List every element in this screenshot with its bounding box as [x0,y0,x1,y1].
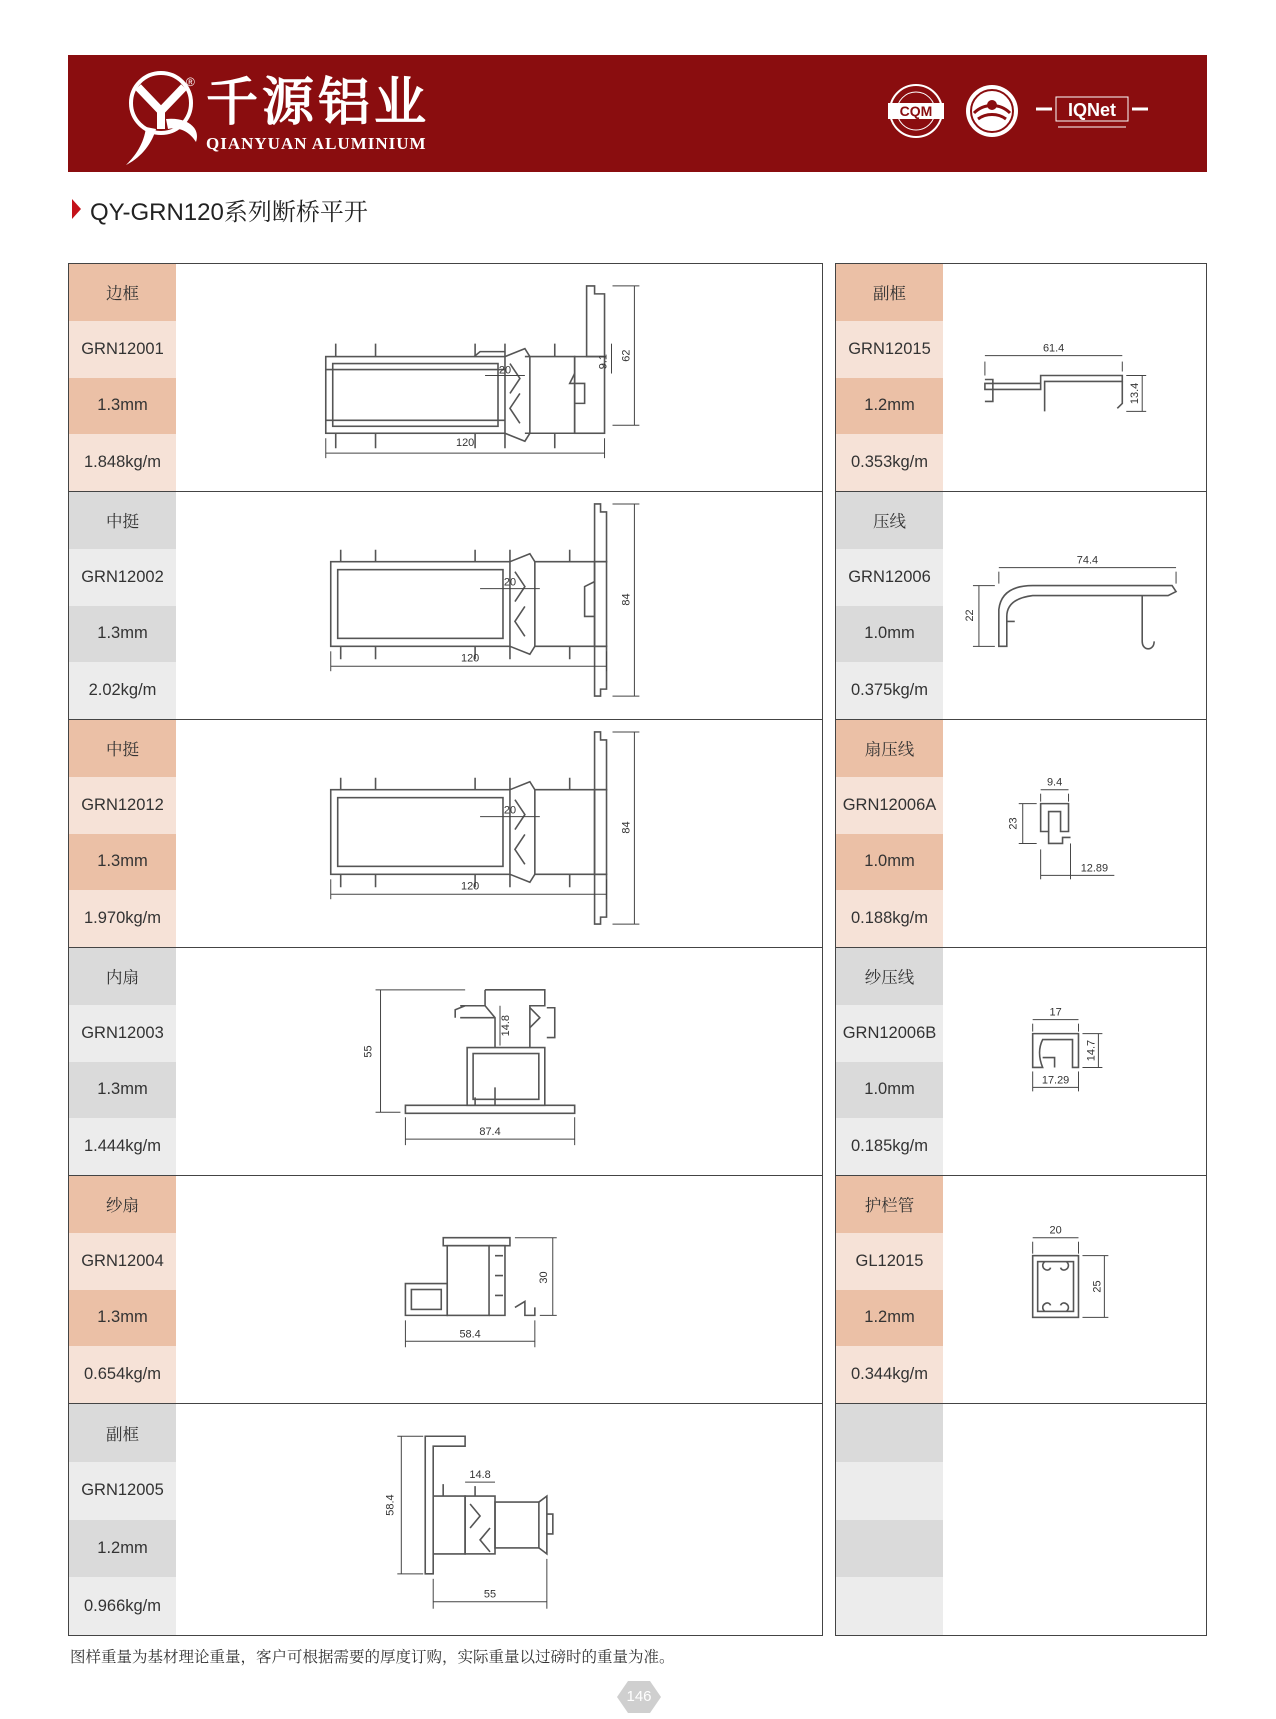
profile-name: 副框 [69,1404,176,1462]
brand-name-en: QIANYUAN ALUMINIUM [206,134,427,153]
profile-drawing [943,1176,1206,1403]
brand-name-cn: 千源铝业 [206,73,431,133]
profile-code: GRN12006B [836,1005,943,1062]
profile-code: GRN12015 [836,321,943,378]
profile-row [69,720,822,948]
profile-drawing [943,492,1206,719]
qianyuan-logo-icon [116,67,211,167]
profile-name: 纱压线 [836,948,943,1005]
row-labels [836,948,943,1175]
profile-name: 内扇 [69,948,176,1005]
profile-weight: 0.185kg/m [836,1118,943,1175]
profile-code: GRN12005 [69,1462,176,1520]
profile-row [69,264,822,492]
profile-name: 副框 [836,264,943,321]
profile-thickness: 1.0mm [836,834,943,891]
profile-drawing-svg [176,1404,822,1635]
profile-weight: 1.970kg/m [69,890,176,947]
row-labels [836,1176,943,1403]
profile-thickness: 1.2mm [836,1290,943,1347]
dim-lip: 12.89 [1080,862,1109,875]
dim-bridge: 20 [503,804,517,817]
iqnet-label: IQNet [1067,100,1117,120]
dim-height: 84 [620,593,633,606]
profile-weight: 0.375kg/m [836,662,943,719]
dim-width: 87.4 [479,1126,501,1139]
cqm-certification-icon [886,83,946,139]
dim-rebate: 9.1 [597,353,610,370]
dim-width: 120 [456,437,475,450]
dim-height: 22 [963,609,976,622]
iqnet-certification-icon [1036,83,1148,139]
profile-thickness: 1.3mm [69,1062,176,1119]
profile-drawing [176,264,822,491]
row-labels [836,720,943,947]
profile-drawing [943,264,1206,491]
dim-inner: 14.8 [499,1015,512,1037]
profile-thickness: 1.3mm [69,378,176,435]
profile-name: 中挺 [69,492,176,549]
dim-height: 23 [1007,817,1020,830]
profile-code: GRN12001 [69,321,176,378]
dim-height: 30 [537,1271,550,1284]
row-labels [69,1404,176,1635]
dim-width: 58.4 [459,1328,481,1341]
dim-width: 20 [1049,1224,1062,1237]
row-labels [836,1404,943,1635]
quality-seal-icon [964,83,1020,139]
profile-drawing [176,1176,822,1403]
dim-height: 62 [620,349,633,362]
page-number: 146 [626,1688,652,1705]
profile-code: GRN12012 [69,777,176,834]
profile-drawing [943,948,1206,1175]
profile-drawing [176,1404,822,1635]
profile-code: GRN12004 [69,1233,176,1290]
dim-width: 61.4 [1042,342,1065,355]
footnote: 图样重量为基材理论重量，客户可根据需要的厚度订购，实际重量以过磅时的重量为准。 [70,1649,675,1666]
profile-thickness: 1.3mm [69,1290,176,1347]
profile-row [836,264,1206,492]
header-banner [68,55,1207,172]
dim-height: 58.4 [384,1494,397,1516]
profile-drawing-svg [943,720,1206,947]
profile-drawing-svg [176,720,822,947]
profile-drawing-svg [943,492,1206,719]
profile-weight: 1.444kg/m [69,1118,176,1175]
dim-height: 25 [1091,1280,1104,1293]
profile-code: GRN12003 [69,1005,176,1062]
profile-code: GRN12002 [69,549,176,606]
dim-height: 13.4 [1129,382,1142,405]
profile-name: 压线 [836,492,943,549]
profile-weight [836,1577,943,1635]
dim-height: 55 [362,1045,375,1058]
profile-weight: 0.344kg/m [836,1346,943,1403]
dim-bridge: 20 [498,364,512,377]
dim-width: 17 [1049,1006,1062,1019]
profile-row [69,1404,822,1635]
profile-name: 边框 [69,264,176,321]
profile-drawing [176,720,822,947]
profile-row [836,720,1206,948]
profile-row-empty [836,1404,1206,1635]
profile-drawing [176,492,822,719]
profile-name: 中挺 [69,720,176,777]
profile-drawing [943,720,1206,947]
profile-thickness: 1.3mm [69,606,176,663]
profile-weight: 0.654kg/m [69,1346,176,1403]
profile-row [69,948,822,1176]
dim-height: 14.7 [1085,1039,1098,1062]
profile-code [836,1462,943,1520]
profile-thickness: 1.0mm [836,1062,943,1119]
profile-row [69,492,822,720]
cqm-label: CQM [899,103,933,119]
profile-drawing-svg [943,1176,1206,1403]
dim-width: 9.4 [1046,776,1063,789]
dim-height: 84 [620,821,633,834]
dim-bridge: 20 [503,576,517,589]
profile-weight: 0.188kg/m [836,890,943,947]
profile-thickness: 1.2mm [836,378,943,435]
profile-row [836,492,1206,720]
profile-table-left [68,263,823,1636]
row-labels [69,1176,176,1403]
profile-name: 护栏管 [836,1176,943,1233]
profile-thickness: 1.2mm [69,1520,176,1578]
profile-drawing-svg [943,948,1206,1175]
profile-name: 纱扇 [69,1176,176,1233]
dim-bridge: 14.8 [469,1469,491,1482]
profile-weight: 1.848kg/m [69,434,176,491]
row-labels [836,264,943,491]
profile-weight: 0.966kg/m [69,1577,176,1635]
profile-name [836,1404,943,1462]
registered-mark: ® [186,75,195,89]
profile-drawing-svg [176,1176,822,1403]
row-labels [69,264,176,491]
row-labels [69,492,176,719]
profile-thickness: 1.3mm [69,834,176,891]
profile-row [836,1176,1206,1404]
profile-row [69,1176,822,1404]
profile-thickness: 1.0mm [836,606,943,663]
profile-weight: 0.353kg/m [836,434,943,491]
dim-width: 74.4 [1076,554,1099,567]
dim-base: 17.29 [1041,1074,1070,1087]
dim-width: 120 [461,880,480,893]
profile-table-right [835,263,1207,1636]
profile-drawing [176,948,822,1175]
dim-width: 120 [461,652,480,665]
page-title [72,198,368,228]
title-triangle-icon [72,199,81,219]
profile-drawing-svg [176,264,822,491]
row-labels [69,720,176,947]
profile-name: 扇压线 [836,720,943,777]
profile-drawing-svg [943,264,1206,491]
profile-code: GRN12006A [836,777,943,834]
row-labels [69,948,176,1175]
profile-row [836,948,1206,1176]
profile-code: GRN12006 [836,549,943,606]
profile-thickness [836,1520,943,1578]
page-title-text: QY-GRN120系列断桥平开 [90,199,368,226]
profile-code: GL12015 [836,1233,943,1290]
profile-weight: 2.02kg/m [69,662,176,719]
profile-drawing-svg [176,948,822,1175]
row-labels [836,492,943,719]
dim-width: 55 [483,1588,497,1601]
profile-drawing-svg [176,492,822,719]
